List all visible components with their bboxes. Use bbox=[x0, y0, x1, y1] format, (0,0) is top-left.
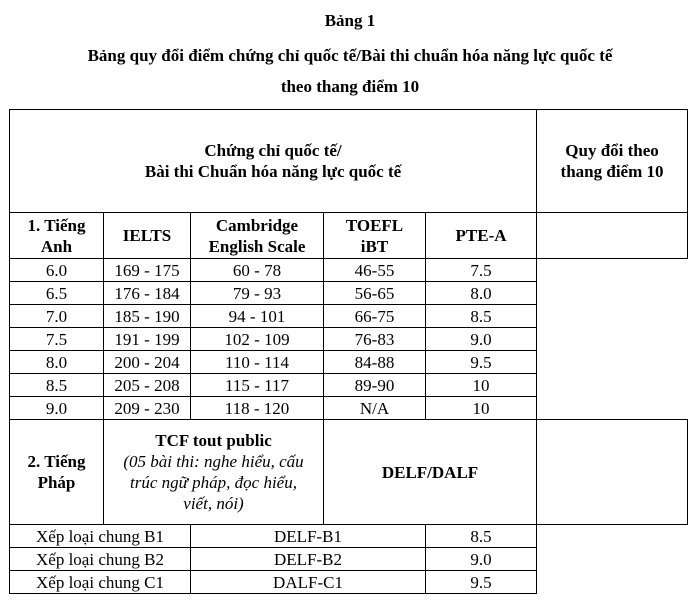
table-row bbox=[10, 305, 688, 328]
empty-cell bbox=[537, 213, 688, 259]
col-header-line: TOEFL bbox=[345, 215, 404, 235]
table-row bbox=[10, 571, 688, 594]
table-cell: 8.5 bbox=[10, 374, 104, 397]
label-line: 1. Tiếng bbox=[27, 215, 86, 235]
table-cell: 205 - 208 bbox=[104, 374, 191, 397]
table-cell: 6.5 bbox=[10, 282, 104, 305]
table-cell: DELF-B2 bbox=[191, 548, 426, 571]
cert-header-line: Bài thi Chuẩn hóa năng lực quốc tế bbox=[144, 162, 402, 181]
table-cell: 89-90 bbox=[324, 374, 426, 397]
table-cell: Xếp loại chung B2 bbox=[10, 548, 191, 571]
convert-header-line: thang điểm 10 bbox=[560, 162, 664, 181]
table-cell: 10 bbox=[426, 374, 537, 397]
table-row bbox=[10, 525, 688, 548]
label-line: Anh bbox=[40, 236, 73, 256]
table-cell: 7.5 bbox=[10, 328, 104, 351]
table-cell: 46-55 bbox=[324, 259, 426, 282]
table-cell: 79 - 93 bbox=[191, 282, 324, 305]
french-label bbox=[10, 420, 104, 525]
table-cell: 115 - 117 bbox=[191, 374, 324, 397]
table-cell: 118 - 120 bbox=[191, 397, 324, 420]
tcf-title: TCF tout public bbox=[155, 431, 272, 450]
table-cell: 191 - 199 bbox=[104, 328, 191, 351]
table-cell: 110 - 114 bbox=[191, 351, 324, 374]
table-cell: 200 - 204 bbox=[104, 351, 191, 374]
convert-header-line: Quy đổi theo bbox=[565, 141, 659, 160]
table-cell: 9.5 bbox=[426, 571, 537, 594]
table-cell: 56-65 bbox=[324, 282, 426, 305]
table-cell: 9.0 bbox=[426, 548, 537, 571]
col-header-toefl bbox=[324, 213, 426, 259]
table-cell: 10 bbox=[426, 397, 537, 420]
col-header-line: IELTS bbox=[122, 226, 172, 245]
col-header-line: iBT bbox=[360, 236, 389, 256]
col-header-line: Cambridge bbox=[215, 215, 299, 235]
conversion-table bbox=[9, 109, 688, 594]
table-row bbox=[10, 351, 688, 374]
french-header-row bbox=[10, 420, 688, 525]
table-cell: 209 - 230 bbox=[104, 397, 191, 420]
table-row bbox=[10, 282, 688, 305]
table-title-line2: theo thang điểm 10 bbox=[280, 77, 420, 96]
table-cell: 176 - 184 bbox=[104, 282, 191, 305]
table-cell: Xếp loại chung C1 bbox=[10, 571, 191, 594]
col-header-line: English Scale bbox=[208, 236, 306, 256]
table-cell: 8.0 bbox=[426, 282, 537, 305]
table-cell: 7.0 bbox=[10, 305, 104, 328]
table-cell: 169 - 175 bbox=[104, 259, 191, 282]
cert-header-line: Chứng chỉ quốc tế/ bbox=[204, 141, 342, 160]
table-cell: 9.5 bbox=[426, 351, 537, 374]
table-cell: 84-88 bbox=[324, 351, 426, 374]
table-cell: 7.5 bbox=[426, 259, 537, 282]
table-cell: N/A bbox=[324, 397, 426, 420]
table-cell: 9.0 bbox=[10, 397, 104, 420]
table-cell: 66-75 bbox=[324, 305, 426, 328]
empty-cell bbox=[537, 420, 688, 525]
cert-header bbox=[10, 110, 537, 213]
convert-header bbox=[537, 110, 688, 213]
table-cell: DELF-B1 bbox=[191, 525, 426, 548]
tcf-note: (05 bài thi: nghe hiểu, cấu bbox=[123, 452, 304, 471]
table-cell: 60 - 78 bbox=[191, 259, 324, 282]
table-cell: 76-83 bbox=[324, 328, 426, 351]
table-cell: 6.0 bbox=[10, 259, 104, 282]
table-title: Bảng quy đổi điểm chứng chỉ quốc tế/Bài thi chuẩn hóa năng lực quốc tế bbox=[87, 46, 613, 65]
tcf-note: trúc ngữ pháp, đọc hiểu, bbox=[130, 473, 297, 492]
table-row bbox=[10, 259, 688, 282]
table-cell: 8.5 bbox=[426, 525, 537, 548]
table-cell: 94 - 101 bbox=[191, 305, 324, 328]
english-subheader-row bbox=[10, 213, 688, 259]
col-header-line: PTE-A bbox=[455, 226, 507, 245]
table-cell: 8.5 bbox=[426, 305, 537, 328]
header-row bbox=[10, 110, 688, 213]
table-caption: Bảng 1 bbox=[324, 11, 376, 30]
table-row bbox=[10, 397, 688, 420]
label-line: 2. Tiếng bbox=[27, 452, 86, 471]
delf-header: DELF/DALF bbox=[324, 420, 537, 525]
col-header-pte bbox=[426, 213, 537, 259]
tcf-header bbox=[104, 420, 324, 525]
table-cell: 185 - 190 bbox=[104, 305, 191, 328]
table-row bbox=[10, 374, 688, 397]
english-label bbox=[10, 213, 104, 259]
col-header-cambridge bbox=[191, 213, 324, 259]
table-cell: Xếp loại chung B1 bbox=[10, 525, 191, 548]
table-cell: 9.0 bbox=[426, 328, 537, 351]
table-row bbox=[10, 548, 688, 571]
col-header-ielts bbox=[104, 213, 191, 259]
tcf-note: viết, nói) bbox=[183, 494, 244, 513]
table-cell: DALF-C1 bbox=[191, 571, 426, 594]
table-cell: 102 - 109 bbox=[191, 328, 324, 351]
table-row bbox=[10, 328, 688, 351]
label-line: Pháp bbox=[37, 473, 76, 492]
table-cell: 8.0 bbox=[10, 351, 104, 374]
